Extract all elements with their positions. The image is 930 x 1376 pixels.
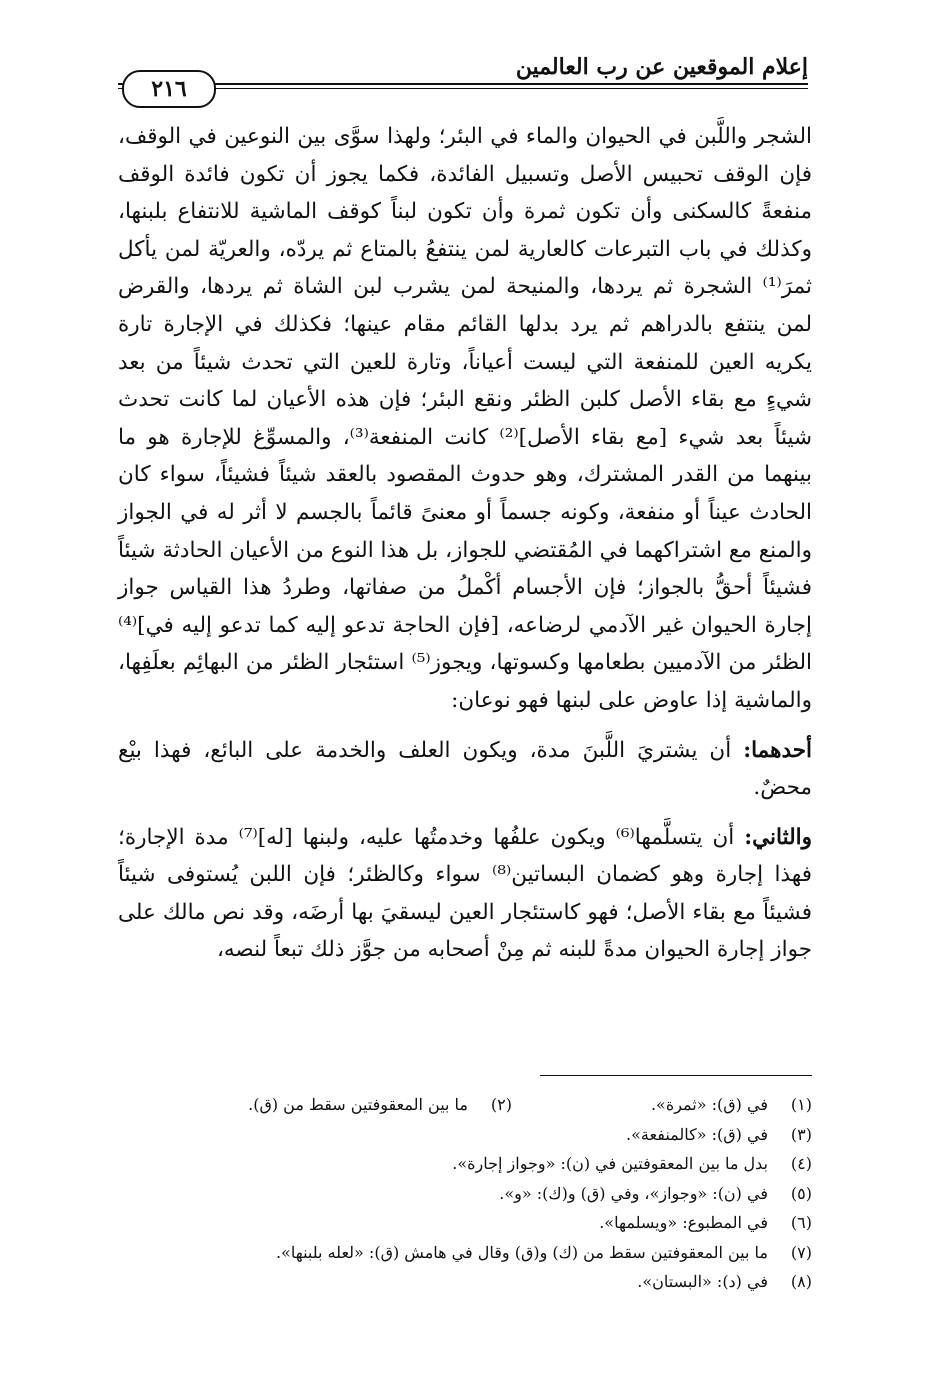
- footnote-row: [118, 1208, 812, 1238]
- footnote-number: (٦): [790, 1213, 812, 1232]
- footnote-row: [118, 1149, 812, 1179]
- paragraph-3: [118, 819, 812, 969]
- footnote: [452, 1149, 812, 1179]
- footnote-row: [118, 1238, 812, 1268]
- footnote-text: في (ق): «كالمنفعة».: [626, 1124, 768, 1144]
- page-header: [118, 52, 808, 104]
- footnote-number: (١): [790, 1095, 812, 1114]
- footnote: [248, 1090, 512, 1120]
- header-rule-thin: [118, 88, 808, 89]
- footnote-text: في المطبوع: «ويسلمها».: [599, 1213, 768, 1232]
- main-text: [118, 118, 812, 969]
- footnote: [276, 1238, 812, 1268]
- footnote: [512, 1090, 812, 1120]
- footnote-text: ما بين المعقوفتين سقط من (ك) و(ق) وقال في هامش (ق): «لعله بلبنها».: [275, 1242, 768, 1262]
- footnote: [637, 1267, 812, 1297]
- footnote-number: (٣): [790, 1124, 812, 1144]
- footnote-row: [118, 1179, 812, 1209]
- paragraph-2-lead: أحدهما:: [743, 737, 812, 763]
- footnote-number: (٧): [790, 1242, 812, 1262]
- paragraph-2-text: أن يشتريَ اللَّبنَ مدة، ويكون العلف والخدمة على البائع، فهذا بيْع محضٌ.: [118, 737, 812, 801]
- footnote-text: ما بين المعقوفتين سقط من (ق).: [248, 1095, 468, 1114]
- footnote-number: (٤): [790, 1154, 812, 1173]
- footnote-number: (٥): [790, 1183, 812, 1203]
- footnote-separator: [540, 1075, 812, 1076]
- paragraph-1: الشجر واللَّبن في الحيوان والماء في البئر؛ ولهذا سوَّى بين النوعين في الوقف، فإن الوقف تحبيس الأصل وتسبيل الفائدة، فكما يجوز أن تكون فائدة الوقف منفعةً كالسكنى وأن تكون ثمرة وأن تكون لبناً كوقف الماشية للانتفاع بلبنها، وكذلك في باب التبرعات كالعارية لمن ينتفعُ بالمتاع ثم يردّه، والعريّة لمن يأكل ثمرَ⁽¹⁾ الشجرة ثم يردها، والمنيحة لمن يشرب لبن الشاة ثم يردها، والقرض لمن ينتفع بالدراهم ثم يرد بدلها القائم مقام عينها؛ فكذلك في الإجارة تارة يكريه العين للمنفعة التي ليست أعياناً، وتارة للعين التي تحدث شيئاً من بعد شيءٍ مع بقاء الأصل كلبن الظئر ونقع البئر؛ فإن هذه الأعيان لما كانت تحدث شيئاً بعد شيء [مع بقاء الأصل]⁽²⁾ كانت المنفعة⁽³⁾، والمسوِّغ للإجارة هو ما بينهما من القدر المشترك، وهو حدوث المقصود بالعقد شيئاً فشيئاً، سواء كان الحادث عيناً أو منفعة، وكونه جسماً أو معنىً قائماً بالجسم لا أثر له في الجواز والمنع مع اشتراكهما في المُقتضي للجواز، بل هذا النوع من الأعيان الحادثة شيئاً فشيئاً أحقُّ بالجواز؛ فإن الأجسام أكْملُ من صفاتها، وطردُ هذا القياس جواز إجارة الحيوان غير الآدمي لرضاعه، [فإن الحاجة تدعو إليه كما تدعو إليه في]⁽⁴⁾ الظئر من الآدميين بطعامها وكسوتها، ويجوز⁽⁵⁾ استئجار الظئر من البهائِم بعلَفِها، والماشية إذا عاوض على لبنها فهو نوعان:: [118, 124, 813, 713]
- footnote-row: [118, 1090, 812, 1120]
- footnote: [626, 1120, 812, 1150]
- footnote: [499, 1179, 812, 1209]
- footnote-text: في (ن): «وجواز»، وفي (ق) و(ك): «و».: [499, 1183, 768, 1203]
- footnote-text: في (ق): «ثمرة».: [650, 1095, 768, 1114]
- paragraph-3-lead: والثاني:: [744, 824, 812, 850]
- paragraph-3-text: أن يتسلَّمها⁽⁶⁾ ويكون علفُها وخدمتُها عليه، ولبنها [له]⁽⁷⁾ مدة الإجارة؛ فهذا إجارة وهو كضمان البساتين⁽⁸⁾ سواء وكالظئر؛ فإن اللبن يُستوفى شيئاً فشيئاً مع بقاء الأصل؛ فهو كاستئجار العين ليسقيَ بها أرضَه، وقد نص مالك على جواز إجارة الحيوان مدةً للبنه ثم مِنْ أصحابه من جوَّز ذلك تبعاً لنصه،: [118, 824, 812, 963]
- footnote-row: [118, 1120, 812, 1150]
- footnote-number: (٨): [790, 1272, 812, 1291]
- footnote: [599, 1208, 812, 1238]
- footnote-row: [118, 1267, 812, 1297]
- footnote-number: (٢): [490, 1095, 512, 1114]
- page-number-badge: [122, 70, 216, 108]
- page-number: ٢١٦: [151, 76, 187, 102]
- footnote-text: بدل ما بين المعقوفتين في (ن): «وجواز إجارة».: [452, 1154, 768, 1173]
- footnotes: [118, 1090, 812, 1297]
- paragraph-2: [118, 732, 812, 807]
- running-title: إعلام الموقعين عن رب العالمين: [515, 54, 808, 80]
- header-rule: [118, 83, 808, 85]
- footnote-text: في (د): «البستان».: [637, 1272, 768, 1291]
